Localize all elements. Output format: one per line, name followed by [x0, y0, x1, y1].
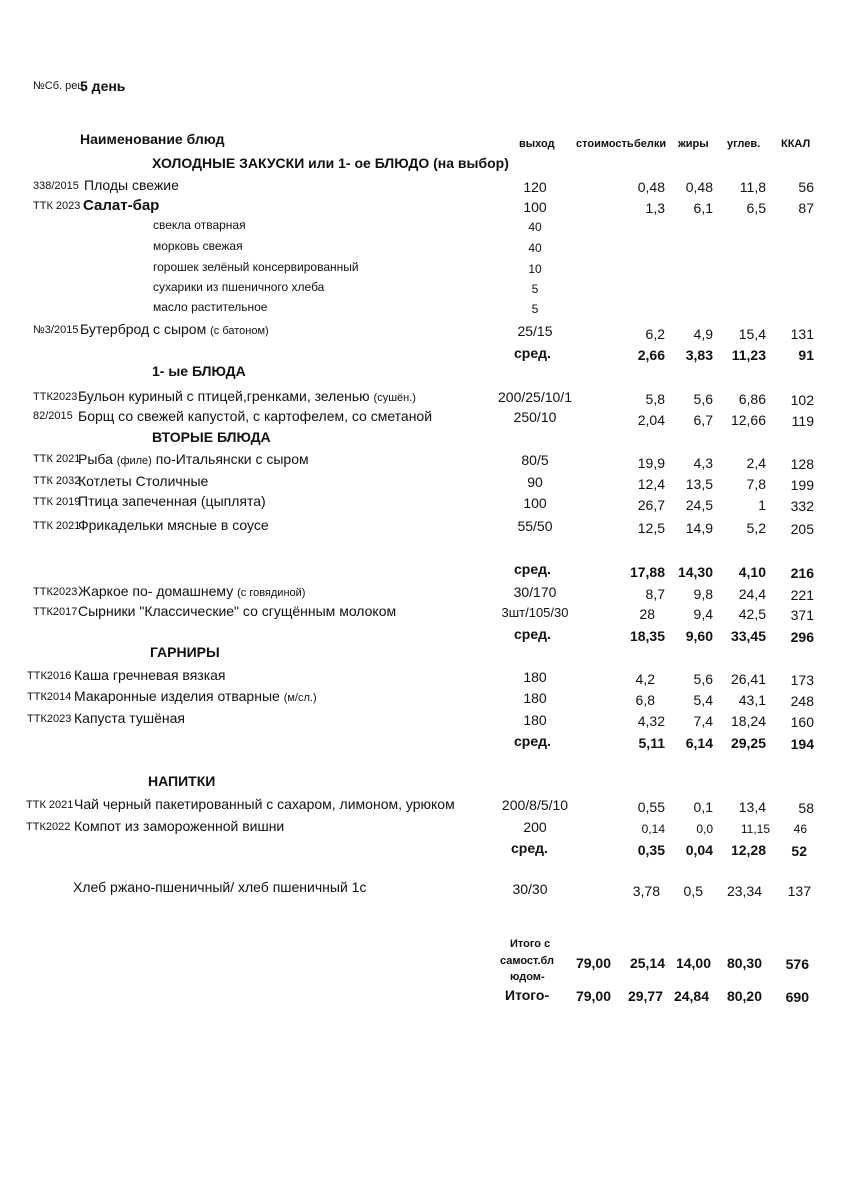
dish-fat: 6,1: [693, 200, 713, 216]
dish-carbs: 7,8: [746, 476, 766, 492]
dish-yield: 30/30: [512, 881, 548, 897]
dish-protein: 0,55: [637, 799, 665, 815]
total-self-fat: 14,00: [675, 955, 711, 971]
dish-fat: 0,1: [693, 799, 713, 815]
dish-protein: 0,48: [637, 179, 665, 195]
dish-carbs: 26,41: [730, 671, 766, 687]
dish-fat: 9,4: [693, 606, 713, 622]
total-self-label-line2: самост.бл: [500, 955, 555, 967]
dish-note: (филе): [116, 455, 152, 467]
recipe-code: ТТК2023: [27, 713, 72, 725]
avg-fat: 14,30: [677, 564, 713, 580]
dish-yield: 200: [523, 819, 547, 835]
dish-fat: 5,6: [693, 671, 713, 687]
dish-kcal: 371: [790, 607, 814, 623]
avg-fat: 3,83: [685, 347, 713, 363]
avg-protein: 18,35: [629, 628, 665, 644]
dish-yield: 80/5: [521, 452, 549, 468]
column-header-cost: стоимость: [576, 139, 634, 150]
dish-kcal: 248: [790, 693, 814, 709]
dish-yield: 250/10: [513, 409, 557, 425]
dish-name: Плоды свежие: [84, 177, 179, 193]
dish-note: (сушён.): [373, 392, 416, 404]
section-second-courses: ВТОРЫЕ БЛЮДА: [152, 429, 271, 445]
avg-protein: 2,66: [637, 347, 665, 363]
dish-protein: 1,3: [645, 200, 665, 216]
recipe-code: ТТК 2019: [33, 496, 81, 508]
avg-carbs: 12,28: [730, 842, 766, 858]
ingredient-name: сухарики из пшеничного хлеба: [153, 280, 325, 294]
avg-protein: 17,88: [629, 564, 665, 580]
dish-name: Борщ со свежей капустой, с картофелем, со сметаной: [78, 408, 433, 424]
ingredient-name: горошек зелёный консервированный: [153, 260, 359, 274]
dish-protein: 2,04: [637, 412, 665, 428]
dish-kcal: 56: [798, 179, 814, 195]
dish-name: Компот из замороженной вишни: [74, 818, 285, 834]
dish-fat: 5,4: [693, 692, 713, 708]
recipe-code: ТТК2016: [27, 670, 72, 682]
column-header-fat: жиры: [678, 138, 709, 150]
section-cold-appetizers: ХОЛОДНЫЕ ЗАКУСКИ или 1- ое БЛЮДО (на выбор): [152, 155, 509, 171]
avg-kcal: 296: [790, 629, 814, 645]
section-drinks: НАПИТКИ: [148, 773, 216, 789]
dish-fat: 5,6: [693, 391, 713, 407]
dish-protein: 19,9: [637, 455, 665, 471]
ingredient-yield: 40: [528, 241, 542, 255]
avg-kcal: 52: [791, 843, 807, 859]
dish-carbs: 11,15: [740, 822, 770, 836]
ingredient-yield: 5: [531, 302, 539, 316]
dish-carbs: 11,8: [739, 179, 766, 195]
dish-protein: 6,2: [645, 326, 665, 342]
column-header-name: Наименование блюд: [80, 131, 225, 147]
dish-carbs: 18,24: [730, 713, 766, 729]
average-label: сред.: [514, 345, 551, 361]
avg-fat: 0,04: [685, 842, 713, 858]
dish-name: Макаронные изделия отварные (м/сл.): [74, 688, 317, 704]
dish-carbs: 23,34: [726, 883, 762, 899]
total-main-kcal: 690: [785, 989, 809, 1005]
dish-name: Птица запеченная (цыплята): [78, 493, 266, 509]
dish-name: Сырники "Классические" со сгущённым молоком: [78, 603, 397, 619]
dish-fat: 13,5: [685, 476, 713, 492]
dish-fat: 0,5: [683, 883, 703, 899]
dish-protein: 12,4: [637, 476, 665, 492]
dish-fat: 7,4: [693, 713, 713, 729]
dish-protein: 12,5: [637, 520, 665, 536]
avg-carbs: 33,45: [730, 628, 766, 644]
dish-carbs: 24,4: [738, 586, 766, 602]
dish-fat: 0,48: [685, 179, 713, 195]
column-header-carbs: углев.: [727, 138, 761, 150]
dish-protein: 4,32: [637, 713, 665, 729]
avg-carbs: 11,23: [731, 347, 766, 363]
avg-fat: 6,14: [685, 735, 713, 751]
section-garnishes: ГАРНИРЫ: [150, 644, 220, 660]
column-header-kcal: ККАЛ: [781, 138, 811, 150]
dish-yield: 200/8/5/10: [501, 797, 569, 813]
recipe-code: ТТК 2021: [33, 453, 81, 465]
total-self-cost: 79,00: [575, 955, 611, 971]
dish-protein: 8,7: [645, 586, 665, 602]
recipe-collection-label: №Сб. рец: [33, 80, 84, 92]
dish-yield: 100: [523, 495, 547, 511]
dish-carbs: 13,4: [738, 799, 766, 815]
avg-protein: 0,35: [637, 842, 665, 858]
column-header-yield: выход: [519, 138, 555, 150]
total-self-label-line1: Итого с: [510, 938, 551, 950]
dish-name: Бульон куриный с птицей,гренками, зеленью (сушён.): [78, 388, 416, 404]
dish-yield: 90: [527, 474, 543, 490]
dish-kcal: 87: [798, 200, 814, 216]
dish-name: Каша гречневая вязкая: [74, 667, 226, 683]
dish-kcal: 58: [798, 800, 814, 816]
dish-yield: 25/15: [517, 323, 553, 339]
dish-protein: 6,8: [635, 692, 655, 708]
total-main-cost: 79,00: [575, 988, 611, 1004]
ingredient-yield: 40: [528, 220, 542, 234]
dish-carbs: 42,5: [738, 606, 766, 622]
dish-kcal: 131: [790, 326, 814, 342]
dish-protein: 3,78: [632, 883, 660, 899]
total-self-protein: 25,14: [629, 955, 665, 971]
dish-kcal: 160: [790, 714, 814, 730]
dish-note: (с батоном): [210, 325, 269, 337]
total-self-carbs: 80,30: [726, 955, 762, 971]
avg-fat: 9,60: [685, 628, 713, 644]
avg-kcal: 194: [790, 736, 814, 752]
dish-fat: 9,8: [693, 586, 713, 602]
avg-carbs: 4,10: [738, 564, 766, 580]
ingredient-name: свекла отварная: [153, 218, 246, 232]
dish-name: Капуста тушёная: [74, 710, 185, 726]
total-main-fat: 24,84: [673, 988, 709, 1004]
dish-kcal: 221: [790, 587, 814, 603]
dish-name: Жаркое по- домашнему (с говядиной): [78, 583, 306, 599]
dish-yield: 180: [523, 669, 547, 685]
avg-protein: 5,11: [638, 735, 665, 751]
dish-name: Котлеты Столичные: [78, 473, 209, 489]
total-main-label: Итого-: [505, 987, 550, 1003]
recipe-code: ТТК 2021: [26, 799, 74, 811]
dish-protein: 5,8: [645, 391, 665, 407]
dish-note: (м/сл.): [283, 692, 317, 704]
dish-yield: 180: [523, 690, 547, 706]
average-label: сред.: [514, 733, 551, 749]
dish-protein: 0,14: [641, 822, 665, 836]
dish-kcal: 137: [787, 883, 811, 899]
total-main-carbs: 80,20: [726, 988, 762, 1004]
recipe-code: №3/2015: [33, 324, 79, 336]
dish-kcal: 205: [790, 521, 814, 537]
avg-carbs: 29,25: [730, 735, 766, 751]
dish-kcal: 128: [790, 456, 814, 472]
dish-kcal: 102: [790, 392, 814, 408]
ingredient-name: масло растительное: [153, 300, 268, 314]
dish-carbs: 15,4: [738, 326, 766, 342]
dish-kcal: 173: [790, 672, 814, 688]
recipe-code: ТТК 2032: [33, 475, 81, 487]
ingredient-yield: 10: [528, 262, 542, 276]
dish-protein: 26,7: [637, 497, 665, 513]
dish-name: Рыба (филе) по-Итальянски с сыром: [78, 451, 309, 467]
ingredient-yield: 5: [531, 282, 539, 296]
dish-yield: 3шт/105/30: [501, 605, 569, 620]
dish-name: Бутерброд с сыром (с батоном): [80, 321, 269, 337]
total-self-label-line3: юдом-: [510, 971, 545, 983]
total-self-kcal: 576: [785, 956, 809, 972]
recipe-code: ТТК2023: [33, 391, 78, 403]
avg-kcal: 91: [798, 347, 814, 363]
dish-carbs: 6,86: [738, 391, 766, 407]
average-label: сред.: [514, 561, 551, 577]
dish-protein: 4,2: [635, 671, 655, 687]
dish-protein: 28: [639, 606, 655, 622]
dish-kcal: 119: [791, 413, 814, 429]
dish-yield: 120: [523, 179, 547, 195]
section-first-courses: 1- ые БЛЮДА: [152, 363, 246, 379]
dish-name: Чай черный пакетированный с сахаром, лимоном, урюком: [74, 796, 455, 812]
dish-carbs: 1: [758, 497, 766, 513]
dish-fat: 6,7: [693, 412, 713, 428]
dish-carbs: 2,4: [746, 455, 766, 471]
dish-yield: 180: [523, 712, 547, 728]
recipe-code: ТТК2017: [33, 606, 78, 618]
dish-kcal: 46: [793, 822, 807, 836]
dish-fat: 4,3: [693, 455, 713, 471]
dish-fat: 14,9: [685, 520, 713, 536]
recipe-code: ТТК 2023: [33, 200, 81, 212]
dish-name: Хлеб ржано-пшеничный/ хлеб пшеничный 1с: [73, 879, 367, 895]
recipe-code: ТТК2014: [27, 691, 72, 703]
dish-carbs: 43,1: [738, 692, 766, 708]
recipe-code: ТТК 2021: [33, 520, 81, 532]
dish-carbs: 12,66: [730, 412, 766, 428]
average-label: сред.: [511, 840, 548, 856]
recipe-code: ТТК2022: [26, 821, 71, 833]
dish-yield: 30/170: [513, 584, 557, 600]
recipe-code: 338/2015: [33, 180, 79, 192]
day-title: 5 день: [80, 78, 126, 94]
dish-note: (с говядиной): [237, 587, 306, 599]
dish-name: Салат-бар: [83, 197, 160, 214]
column-header-protein: белки: [634, 138, 667, 150]
avg-kcal: 216: [790, 565, 814, 581]
dish-yield: 200/25/10/1: [498, 389, 572, 405]
recipe-code: ТТК2023: [33, 586, 78, 598]
dish-carbs: 6,5: [746, 200, 766, 216]
dish-yield: 55/50: [517, 518, 553, 534]
dish-fat: 24,5: [685, 497, 713, 513]
dish-carbs: 5,2: [746, 520, 766, 536]
dish-yield: 100: [523, 199, 547, 215]
dish-fat: 0,0: [696, 822, 713, 836]
recipe-code: 82/2015: [33, 410, 73, 422]
total-main-protein: 29,77: [627, 988, 663, 1004]
dish-kcal: 332: [790, 498, 814, 514]
dish-kcal: 199: [790, 477, 814, 493]
dish-fat: 4,9: [693, 326, 713, 342]
average-label: сред.: [514, 626, 551, 642]
ingredient-name: морковь свежая: [153, 239, 243, 253]
dish-name: Фрикадельки мясные в соусе: [78, 517, 269, 533]
